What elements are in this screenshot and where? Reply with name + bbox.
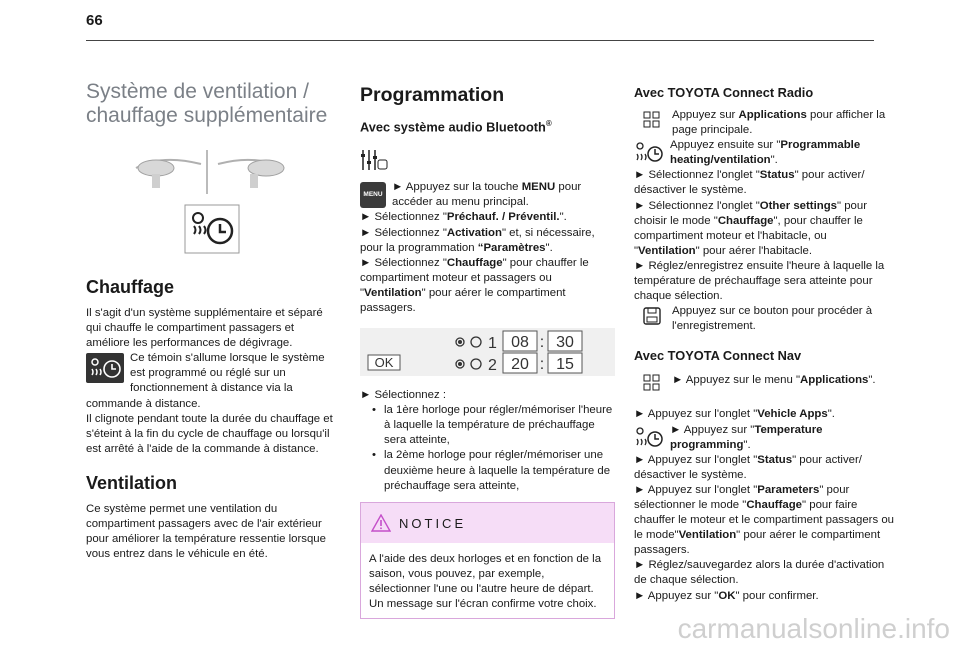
step-menu: ► Appuyez sur la touche MENU pour accéder au menu principal. xyxy=(392,181,582,209)
section-title: Système de ventilation / chauffage supplémentaire xyxy=(86,80,328,127)
page-number: 66 xyxy=(86,12,103,29)
nav-applications-grid-icon xyxy=(638,373,666,395)
svg-text:30: 30 xyxy=(556,334,574,352)
clock-1-item: • la 1ère horloge pour régler/mémoriser l'heure à laquelle la température de préchauffage sera atteinte, xyxy=(372,404,613,447)
ventilation-text: Ce système permet une ventilation du compartiment passagers avec de l'air extérieur pour améliorer la température ressentie lorsque vous entrez dans le véhicule en été. xyxy=(86,502,326,561)
header-rule xyxy=(86,40,874,41)
chauffage-blink-text: Il clignote pendant toute la durée du chauffage et s'éteint à la fin du cycle de chauffage ou lorsqu'il est arrêté à l'aide de la commande à distance. xyxy=(86,412,333,455)
svg-text:20: 20 xyxy=(511,356,529,374)
svg-text:2: 2 xyxy=(488,357,497,375)
clock-display xyxy=(360,328,615,376)
radio-step-set-time: ► Réglez/enregistrez ensuite l'heure à laquelle la température de préchauffage sera atteinte pour chaque sélection. xyxy=(634,259,885,303)
nav-step-duration: ► Réglez/sauvegardez alors la durée d'activation de chaque sélection. xyxy=(634,559,885,587)
menu-key-icon: MENU xyxy=(360,182,386,208)
notice-header xyxy=(361,503,614,543)
radio-step-applications: Appuyez sur Applications pour afficher la page principale. xyxy=(672,109,886,137)
nav-step-status: ► Appuyez sur l'onglet "Status" pour activer/ désactiver le système. xyxy=(634,453,862,481)
steering-wheel-illustration xyxy=(86,150,338,194)
ventilation-heading: Ventilation xyxy=(86,472,178,493)
notice-box xyxy=(360,502,615,619)
step-select-clock: ► Sélectionnez : xyxy=(360,389,446,402)
warning-triangle-icon xyxy=(371,514,391,532)
heater-warning-icon xyxy=(184,204,240,254)
clock-display-panel xyxy=(360,328,615,376)
heating-programming-icon xyxy=(634,140,664,166)
svg-text:1: 1 xyxy=(488,335,497,353)
column-right xyxy=(634,80,894,604)
programmation-heading: Programmation xyxy=(360,84,505,106)
notice-title: NOTICE xyxy=(399,515,467,531)
nav-step-applications: ► Appuyez sur le menu "Applications". xyxy=(672,374,876,387)
chauffage-indicator-text: Ce témoin s'allume lorsque le système est programmé ou réglé sur un fonctionnement à distance via la commande à distance. xyxy=(86,352,325,410)
radio-step-save: Appuyez sur ce bouton pour procéder à l'enregistrement. xyxy=(672,305,873,333)
svg-text::: : xyxy=(539,356,545,374)
svg-text::: : xyxy=(539,334,545,352)
save-icon xyxy=(638,306,666,328)
svg-text:08: 08 xyxy=(511,334,529,352)
radio-step-programmable: Appuyez ensuite sur "Programmable heating/ventilation". xyxy=(670,139,861,167)
notice-text: A l'aide des deux horloges et en fonction de la saison, vous pouvez, par exemple, sélectionner l'une ou l'autre heure de départ. Un message sur l'écran confirme votre choix. xyxy=(369,552,602,611)
step-chauffage: ► Sélectionnez "Chauffage" pour chauffer le compartiment moteur et passagers ou "Ventilation" pour aérer le compartiment passagers. xyxy=(360,256,589,315)
bluetooth-heading: Avec système audio Bluetooth® xyxy=(360,119,552,135)
nav-step-parameters: ► Appuyez sur l'onglet "Parameters" pour sélectionner le mode "Chauffage" pour faire chauffer le moteur et le compartiment passagers ou le mode"Ventilation" pour aérer le compartiment passagers. xyxy=(634,483,895,557)
step-activation: ► Sélectionnez "Activation" et, si nécessaire, pour la programmation “Paramètres". xyxy=(360,226,595,254)
radio-step-status: ► Sélectionnez l'onglet "Status" pour activer/ désactiver le système. xyxy=(634,169,865,197)
svg-text:OK: OK xyxy=(374,355,394,371)
settings-sliders-icon xyxy=(360,148,388,172)
column-middle xyxy=(360,80,615,619)
svg-text:15: 15 xyxy=(556,356,574,374)
heater-indicator-icon xyxy=(86,353,124,383)
nav-step-vehicle-apps: ► Appuyez sur l'onglet "Vehicle Apps". xyxy=(634,408,835,421)
applications-grid-icon xyxy=(638,110,666,132)
step-prechauf: ► Sélectionnez "Préchauf. / Préventil.". xyxy=(360,211,567,224)
chauffage-heading: Chauffage xyxy=(86,277,175,297)
clock-2-item: • la 2ème horloge pour régler/mémoriser une deuxième heure à laquelle la température de préchauffage sera atteinte, xyxy=(372,449,611,492)
watermark: carmanualsonline.info xyxy=(677,613,950,644)
radio-step-other-settings: ► Sélectionnez l'onglet "Other settings" pour choisir le mode "Chauffage", pour chauffer le compartiment moteur et l'habitacle, ou "Ventilation" pour aérer l'habitacle. xyxy=(634,199,868,257)
nav-step-ok: ► Appuyez sur "OK" pour confirmer. xyxy=(634,589,819,602)
nav-step-temperature: ► Appuyez sur "Temperature programming". xyxy=(670,423,823,451)
chauffage-intro: Il s'agit d'un système supplémentaire et séparé qui chauffe le compartiment passagers et améliore les performances de dégivrage. xyxy=(86,307,323,350)
nav-heating-programming-icon xyxy=(634,425,664,451)
column-left xyxy=(86,80,338,562)
radio-heading: Avec TOYOTA Connect Radio xyxy=(634,85,814,100)
nav-heading: Avec TOYOTA Connect Nav xyxy=(634,348,802,364)
